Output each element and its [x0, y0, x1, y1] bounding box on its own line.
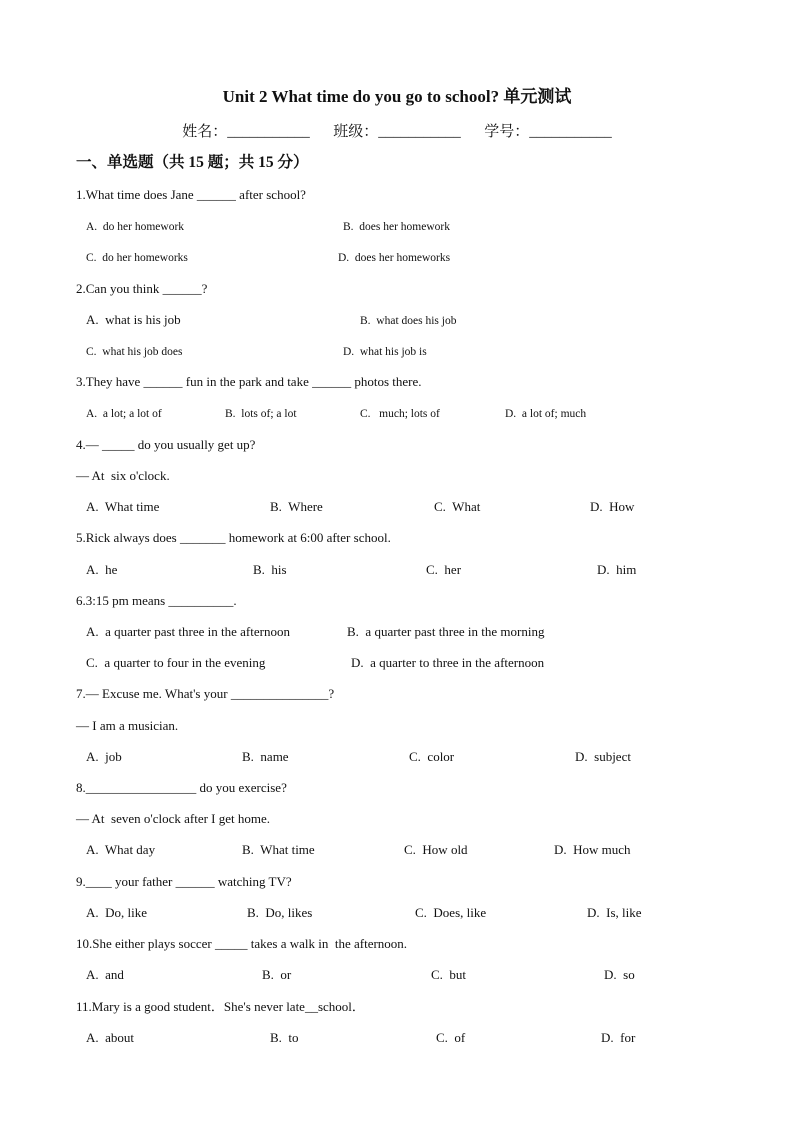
- question-4-option-b: B. Where: [270, 499, 323, 514]
- question-11-option-c: C. of: [436, 1030, 466, 1045]
- question-5-option-a: A. he: [86, 562, 118, 577]
- question-3-option-c: C. much; lots of: [360, 408, 440, 420]
- question-4-stem: 4.— _____ do you usually get up?: [76, 437, 256, 452]
- question-2-option-c: C. what his job does: [86, 346, 183, 358]
- question-8-option-c: C. How old: [404, 842, 468, 857]
- question-8-stem: 8._________________ do you exercise?: [76, 780, 287, 795]
- question-7-option-d: D. subject: [575, 749, 631, 764]
- question-10-option-a: A. and: [86, 967, 124, 982]
- question-7-option-c: C. color: [409, 749, 455, 764]
- question-1-stem: 1.What time does Jane ______ after school?: [76, 187, 306, 202]
- question-2-option-a: A. what is his job: [86, 312, 181, 327]
- question-10-stem: 10.She either plays soccer _____ takes a walk in the afternoon.: [76, 936, 408, 951]
- question-6-option-b: B. a quarter past three in the morning: [347, 624, 545, 639]
- class-field: 班级：___________: [333, 124, 461, 140]
- question-9-option-c: C. Does, like: [415, 905, 487, 920]
- question-2-stem: 2.Can you think ______?: [76, 281, 208, 296]
- question-4-answer-line: — At six o'clock.: [76, 468, 170, 483]
- question-1-option-a: A. do her homework: [86, 221, 185, 233]
- question-7-stem: 7.— Excuse me. What's your _______________?: [76, 686, 335, 701]
- question-11-stem: 11.Mary is a good student．She's never late__school．: [76, 999, 365, 1014]
- question-3-option-b: B. lots of; a lot: [225, 408, 297, 420]
- question-4-option-a: A. What time: [86, 499, 160, 514]
- question-2-option-b: B. what does his job: [360, 315, 457, 327]
- question-5-stem: 5.Rick always does _______ homework at 6:00 after school.: [76, 530, 391, 545]
- question-6-option-d: D. a quarter to three in the afternoon: [351, 655, 545, 670]
- question-8-option-d: D. How much: [554, 842, 631, 857]
- question-6-option-a: A. a quarter past three in the afternoon: [86, 624, 290, 639]
- name-field: 姓名：___________: [182, 124, 310, 140]
- question-2-option-d: D. what his job is: [343, 346, 427, 358]
- question-8-option-b: B. What time: [242, 842, 315, 857]
- question-10-option-c: C. but: [431, 967, 467, 982]
- question-11-option-d: D. for: [601, 1030, 636, 1045]
- question-4-option-d: D. How: [590, 499, 635, 514]
- question-8-option-a: A. What day: [86, 842, 156, 857]
- question-9-stem: 9.____ your father ______ watching TV?: [76, 874, 292, 889]
- question-5-option-d: D. him: [597, 562, 637, 577]
- question-6-option-c: C. a quarter to four in the evening: [86, 655, 266, 670]
- question-1-option-b: B. does her homework: [343, 221, 450, 233]
- question-5-option-b: B. his: [253, 562, 287, 577]
- question-9-option-d: D. Is, like: [587, 905, 642, 920]
- question-9-option-a: A. Do, like: [86, 905, 148, 920]
- question-9-option-b: B. Do, likes: [247, 905, 313, 920]
- question-3-option-a: A. a lot; a lot of: [86, 408, 162, 420]
- section-heading: 一、单选题（共 15 题；共 15 分）: [76, 154, 309, 171]
- page-title: Unit 2 What time do you go to school? 单元测试: [222, 87, 572, 106]
- question-11-option-a: A. about: [86, 1030, 135, 1045]
- question-6-stem: 6.3:15 pm means __________.: [76, 593, 237, 608]
- question-3-option-d: D. a lot of; much: [505, 408, 587, 420]
- question-11-option-b: B. to: [270, 1030, 299, 1045]
- number-field: 学号：___________: [484, 124, 612, 140]
- question-4-option-c: C. What: [434, 499, 481, 514]
- question-10-option-b: B. or: [262, 967, 292, 982]
- question-7-option-a: A. job: [86, 749, 122, 764]
- question-8-answer-line: — At seven o'clock after I get home.: [76, 811, 271, 826]
- student-info-line: [0, 122, 794, 142]
- question-5-option-c: C. her: [426, 562, 462, 577]
- question-3-stem: 3.They have ______ fun in the park and take ______ photos there.: [76, 374, 422, 389]
- question-7-option-b: B. name: [242, 749, 289, 764]
- question-1-option-d: D. does her homeworks: [338, 252, 451, 264]
- question-7-answer-line: — I am a musician.: [76, 718, 179, 733]
- question-10-option-d: D. so: [604, 967, 635, 982]
- question-1-option-c: C. do her homeworks: [86, 252, 188, 264]
